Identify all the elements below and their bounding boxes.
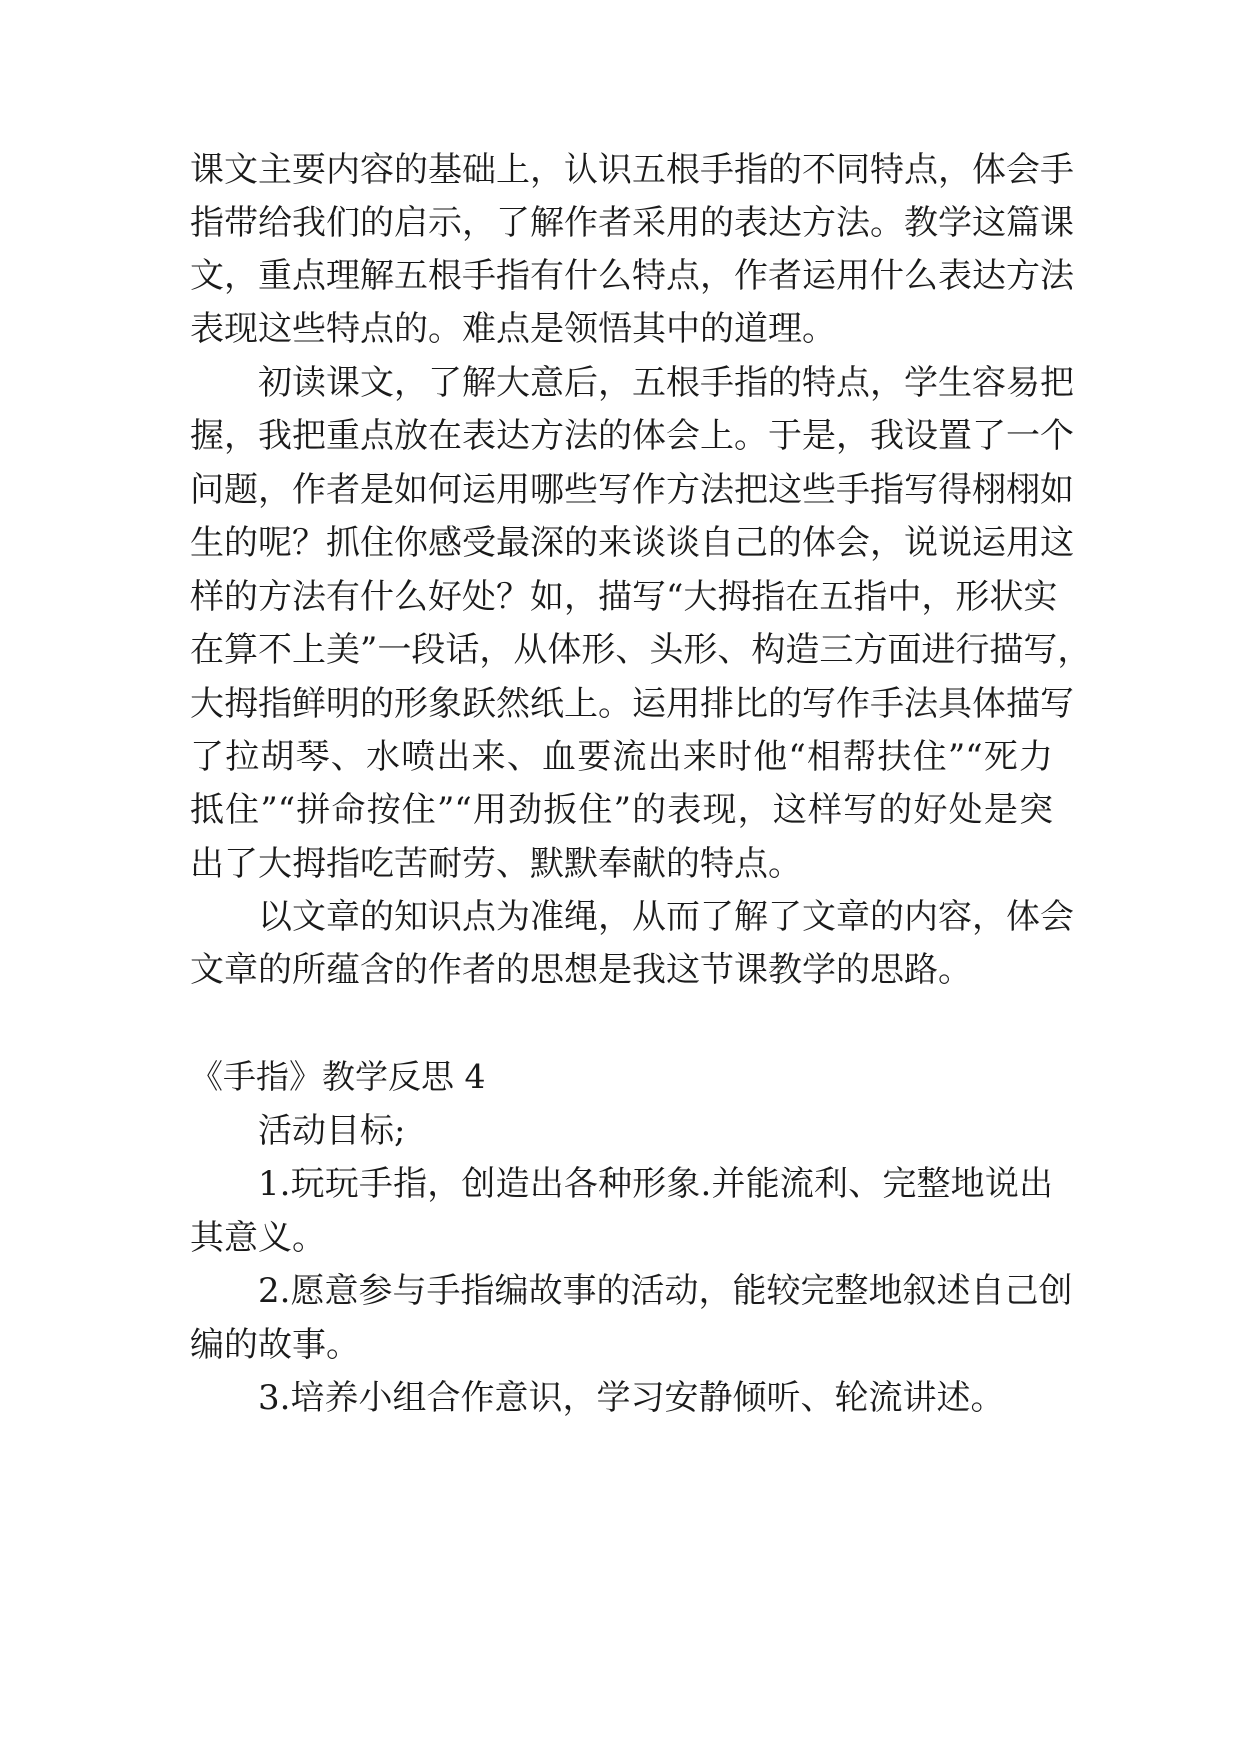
paragraph-line: 大拇指鲜明的形象跃然纸上。运用排比的写作手法具体描写 (190, 684, 1074, 724)
paragraph-line: 样的方法有什么好处？如，描写“大拇指在五指中，形状实 (190, 577, 1058, 617)
goal-line: 3.培养小组合作意识，学习安静倾听、轮流讲述。 (258, 1378, 1005, 1418)
paragraph-line: 抵住”“拼命按住”“用劲扳住”的表现，这样写的好处是突 (190, 790, 1053, 830)
paragraph-line: 了拉胡琴、水喷出来、血要流出来时他“相帮扶住”“死力 (190, 737, 1053, 777)
paragraph-line: 课文主要内容的基础上，认识五根手指的不同特点，体会手 (190, 150, 1074, 190)
goal-line: 其意义。 (190, 1218, 326, 1258)
paragraph-line: 出了大拇指吃苦耐劳、默默奉献的特点。 (190, 844, 802, 884)
paragraph-line: 初读课文，了解大意后，五根手指的特点，学生容易把 (258, 363, 1074, 403)
goal-line: 1.玩玩手指，创造出各种形象.并能流利、完整地说出 (258, 1164, 1053, 1204)
paragraph-line: 问题，作者是如何运用哪些写作方法把这些手指写得栩栩如 (190, 470, 1074, 510)
paragraph-line: 握，我把重点放在表达方法的体会上。于是，我设置了一个 (190, 416, 1074, 456)
paragraph-line: 指带给我们的启示，了解作者采用的表达方法。教学这篇课 (190, 203, 1074, 243)
goal-line: 2.愿意参与手指编故事的活动，能较完整地叙述自己创 (258, 1271, 1073, 1311)
paragraph-line: 文章的所蕴含的作者的思想是我这节课教学的思路。 (190, 950, 972, 990)
activity-heading: 活动目标; (258, 1111, 406, 1151)
paragraph-line: 在算不上美”一段话，从体形、头形、构造三方面进行描写， (190, 630, 1092, 670)
paragraph-line: 文，重点理解五根手指有什么特点，作者运用什么表达方法 (190, 256, 1074, 296)
paragraph-line: 生的呢？抓住你感受最深的来谈谈自己的体会，说说运用这 (190, 523, 1074, 563)
paragraph-line: 以文章的知识点为准绳，从而了解了文章的内容，体会 (258, 897, 1074, 937)
section-title: 《手指》教学反思 4 (190, 1057, 486, 1096)
goal-line: 编的故事。 (190, 1325, 360, 1365)
paragraph-line: 表现这些特点的。难点是领悟其中的道理。 (190, 309, 836, 349)
